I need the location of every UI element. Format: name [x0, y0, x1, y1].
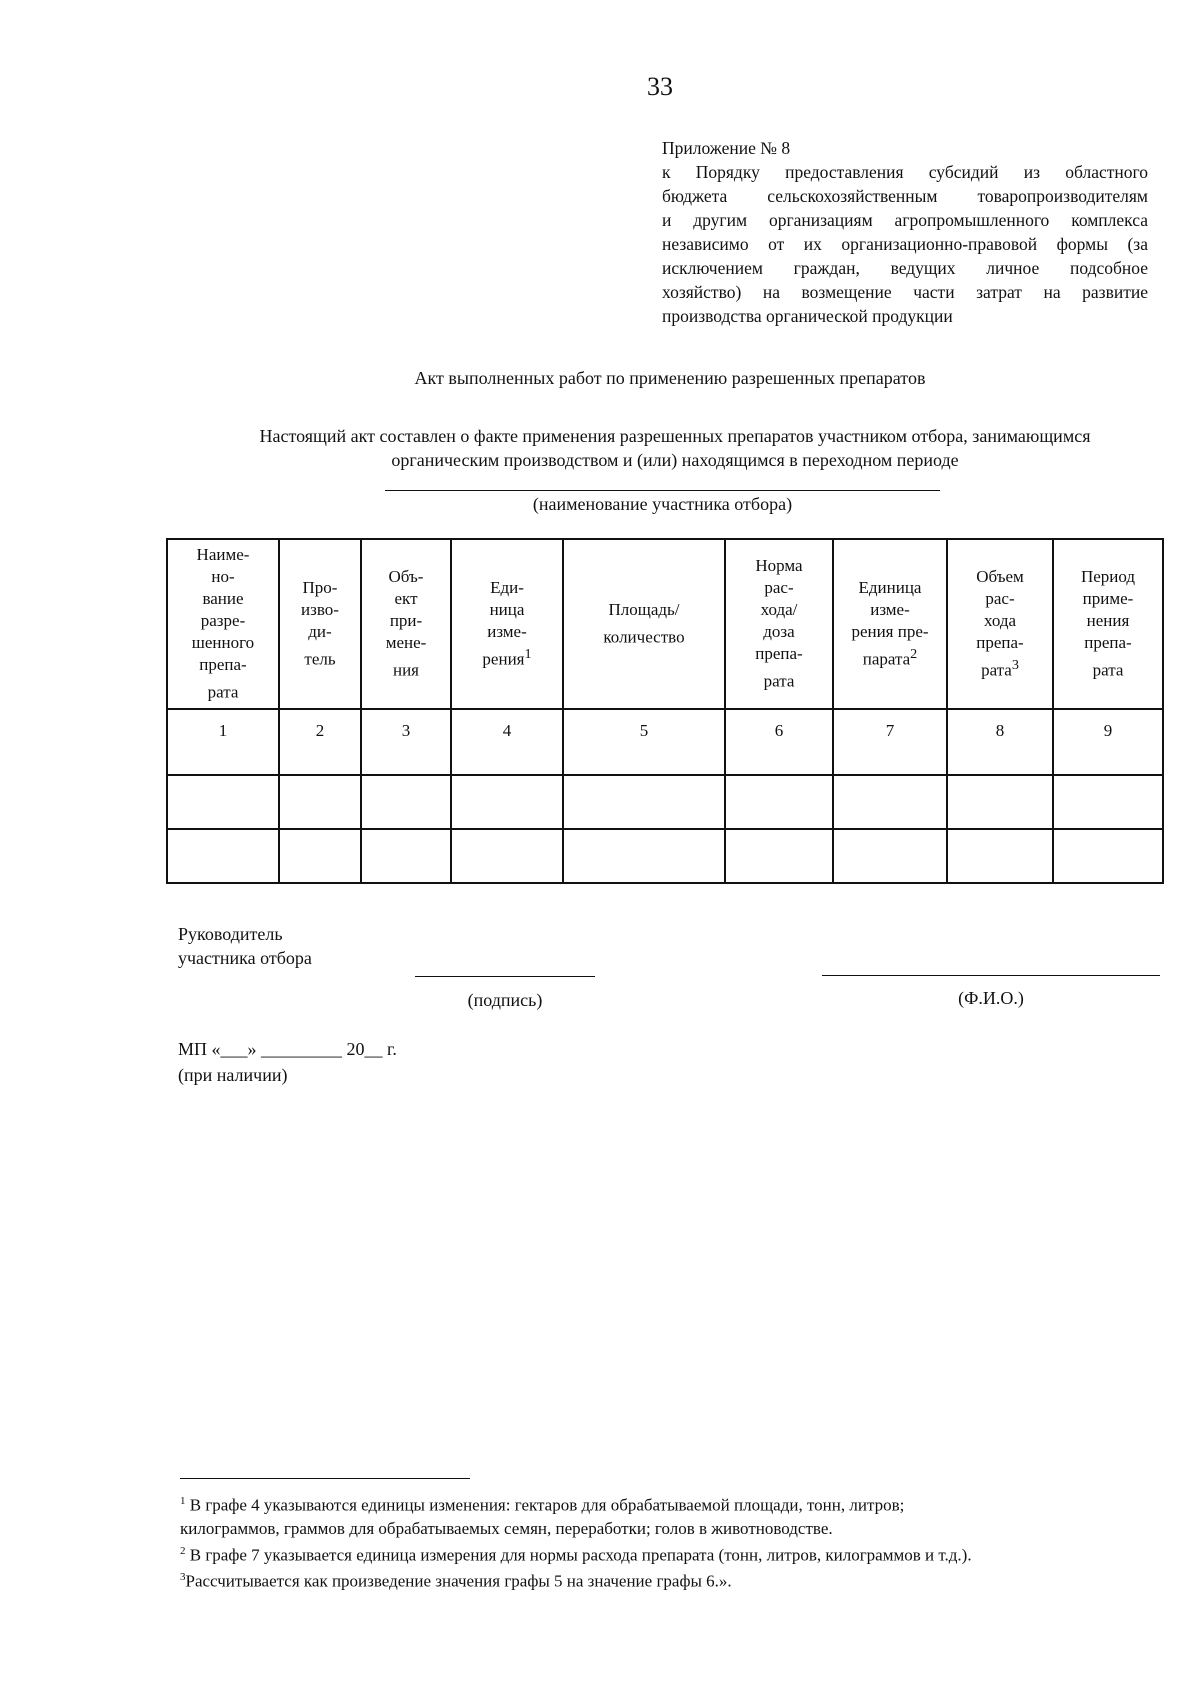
- footnote-text: В графе 4 указываются единицы изменения: гектаров для обрабатываемой площади, тонн, литров;: [185, 1495, 905, 1515]
- footnote: [180, 1540, 1140, 1567]
- footnote-text: килограммов, граммов для обрабатываемых семян, переработки; голов в животноводстве.: [180, 1518, 833, 1538]
- table-cell[interactable]: [451, 775, 563, 829]
- table-number-row: [167, 709, 1163, 775]
- table-cell[interactable]: [167, 829, 279, 883]
- footnote-mark: 1: [180, 1495, 186, 1507]
- table-cell[interactable]: [1053, 775, 1163, 829]
- appendix-line: к Порядку предоставления субсидий из областного: [662, 162, 1148, 182]
- preparations-table: [166, 538, 1164, 884]
- header-text: Норма рас- хода/ доза препа- рата: [755, 556, 803, 691]
- footnote-separator: [180, 1478, 470, 1479]
- document-title: Акт выполненных работ по применению разрешенных препаратов: [414, 368, 926, 388]
- header-text: Период приме- нения препа- рата: [1080, 567, 1136, 680]
- column-number: 9: [1053, 709, 1163, 775]
- participant-name-caption: (наименование участника отбора): [532, 494, 793, 514]
- header-text: Про- изво- ди- тель: [301, 578, 339, 669]
- table-cell[interactable]: [833, 829, 947, 883]
- header-cell: [361, 539, 451, 709]
- column-number: 6: [725, 709, 833, 775]
- appendix-line: бюджета сельскохозяйственным товаропроизводителям: [662, 186, 1148, 206]
- signer-role-line-2: участника отбора: [178, 948, 312, 968]
- page-number: 33: [647, 72, 673, 101]
- footnote: [180, 1517, 1140, 1540]
- footnote-mark: 2: [180, 1544, 186, 1557]
- header-sup: 2: [910, 646, 918, 663]
- column-number: 5: [563, 709, 725, 775]
- header-text: Наиме- но- вание разре- шенного препа- рата: [191, 545, 255, 702]
- appendix-line: и другим организациям агропромышленного комплекса: [662, 210, 1148, 230]
- footnote: [180, 1490, 1140, 1517]
- appendix-line: независимо от их организационно-правовой формы (за: [662, 234, 1148, 254]
- header-cell: [279, 539, 361, 709]
- table-cell[interactable]: [167, 775, 279, 829]
- header-text: Объем рас- хода препа- рата: [976, 567, 1024, 680]
- table-cell[interactable]: [279, 775, 361, 829]
- appendix-line: хозяйство) на возмещение части затрат на развитие: [662, 282, 1148, 302]
- table-header-row: [167, 539, 1163, 709]
- footnote: [180, 1566, 1140, 1593]
- header-text: Единица изме- рения пре- парата: [851, 578, 929, 669]
- table-row: [167, 775, 1163, 829]
- header-cell: [947, 539, 1053, 709]
- table-cell[interactable]: [563, 775, 725, 829]
- appendix-header: [662, 136, 1148, 328]
- full-name-line[interactable]: [822, 975, 1160, 976]
- table-cell[interactable]: [725, 775, 833, 829]
- header-cell: [1053, 539, 1163, 709]
- stamp-date-line: МП «___» _________ 20__ г.: [178, 1039, 397, 1059]
- table-cell[interactable]: [725, 829, 833, 883]
- table-cell[interactable]: [947, 829, 1053, 883]
- header-sup: 1: [524, 646, 532, 663]
- intro-line-2: органическим производством и (или) находящимся в переходном периоде: [391, 450, 959, 470]
- table-cell[interactable]: [563, 829, 725, 883]
- signature-line[interactable]: [415, 976, 595, 977]
- header-text: Объ- ект при- мене- ния: [385, 567, 427, 680]
- appendix-line: производства органической продукции: [662, 306, 953, 326]
- footnote-text: Рассчитывается как произведение значения графы 5 на значение графы 6.».: [185, 1571, 732, 1591]
- table-cell[interactable]: [947, 775, 1053, 829]
- table-cell[interactable]: [279, 829, 361, 883]
- column-number: 4: [451, 709, 563, 775]
- column-number: 3: [361, 709, 451, 775]
- full-name-caption: (Ф.И.О.): [958, 988, 1024, 1008]
- intro-line-1: Настоящий акт составлен о факте применения разрешенных препаратов участником отбора, занимающимся: [259, 426, 1091, 446]
- column-number: 2: [279, 709, 361, 775]
- column-number: 1: [167, 709, 279, 775]
- participant-name-line[interactable]: [385, 490, 940, 491]
- footnotes: [180, 1490, 1140, 1593]
- column-number: 7: [833, 709, 947, 775]
- table-row: [167, 829, 1163, 883]
- header-cell: [725, 539, 833, 709]
- header-cell: [833, 539, 947, 709]
- header-cell: [451, 539, 563, 709]
- stamp-note: (при наличии): [178, 1065, 288, 1085]
- appendix-title: Приложение № 8: [662, 138, 791, 158]
- table-cell[interactable]: [451, 829, 563, 883]
- header-cell: [563, 539, 725, 709]
- column-number: 8: [947, 709, 1053, 775]
- signature-caption: (подпись): [467, 990, 543, 1010]
- footnote-mark: 3: [180, 1571, 186, 1584]
- signer-role: [178, 922, 312, 970]
- stamp-date-block: [178, 1036, 397, 1088]
- table-cell[interactable]: [361, 775, 451, 829]
- header-sup: 3: [1011, 657, 1019, 674]
- footnote-text: В графе 7 указывается единица измерения для нормы расхода препарата (тонн, литров, килограммов и т.д.).: [185, 1545, 972, 1565]
- header-text: Площадь/ количество: [603, 600, 685, 647]
- header-cell: [167, 539, 279, 709]
- intro-text: [180, 424, 1170, 472]
- table-cell[interactable]: [1053, 829, 1163, 883]
- header-text: Еди- ница изме- рения: [482, 578, 527, 669]
- table-cell[interactable]: [833, 775, 947, 829]
- table-cell[interactable]: [361, 829, 451, 883]
- signer-role-line-1: Руководитель: [178, 924, 283, 944]
- appendix-line: исключением граждан, ведущих личное подсобное: [662, 258, 1148, 278]
